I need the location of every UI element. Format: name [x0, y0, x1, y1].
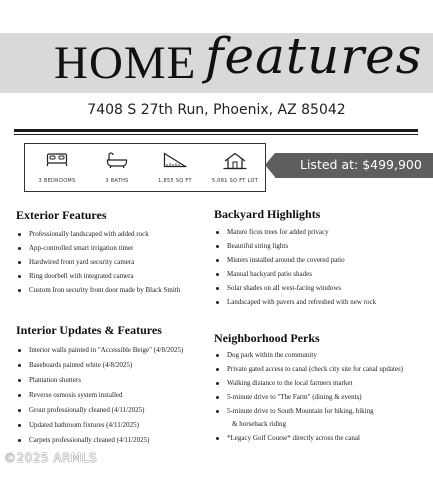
- list-item: Updated bathroom fixtures (4/11/2025): [16, 421, 183, 429]
- stat-lot-size: [205, 144, 265, 191]
- price-label: Listed at: $499,900: [300, 157, 422, 172]
- list-item: Beautiful string lights: [214, 242, 376, 250]
- list-item: 5-minute drive to South Mountain for hiking, biking: [214, 407, 403, 415]
- divider-thin: [14, 134, 418, 135]
- list-item: Ring doorbell with integrated camera: [16, 272, 180, 280]
- neighborhood-perks-heading: Neighborhood Perks: [214, 331, 320, 345]
- bullet: [18, 289, 21, 292]
- property-stats-box: [24, 143, 266, 192]
- stat-square-feet-label: 1,855 SQ FT: [158, 178, 192, 184]
- list-item: *Legacy Golf Course* directly across the canal: [214, 434, 403, 442]
- bullet: [18, 394, 21, 397]
- house-icon: [223, 152, 247, 170]
- list-item: Interior walls painted in "Accessible Beige" (4/8/2025): [16, 346, 183, 354]
- price-tag: [275, 153, 433, 178]
- backyard-highlights-list: [214, 228, 376, 306]
- title-home: HOME: [54, 37, 197, 89]
- bullet: [18, 409, 21, 412]
- list-item: Plantation shutters: [16, 376, 183, 384]
- bullet: [216, 368, 219, 371]
- bullet: [216, 273, 219, 276]
- list-item: Hardwired front yard security camera: [16, 258, 180, 266]
- bullet: [216, 396, 219, 399]
- bullet: [18, 275, 21, 278]
- bullet: [216, 382, 219, 385]
- interior-updates-heading: Interior Updates & Features: [16, 323, 162, 337]
- stat-bedrooms: [27, 144, 87, 191]
- bullet: [216, 354, 219, 357]
- list-item: App-controlled smart irrigation timer: [16, 244, 180, 252]
- copyright-watermark: ©2025 ARMLS: [4, 451, 98, 465]
- exterior-features-list: [16, 230, 180, 294]
- list-item: 5-minute drive to "The Farm" (dining & events): [214, 393, 403, 401]
- exterior-features-heading: Exterior Features: [16, 208, 107, 222]
- bullet: [18, 364, 21, 367]
- stat-baths: [87, 144, 147, 191]
- bullet: [18, 379, 21, 382]
- bullet: [216, 245, 219, 248]
- list-item: Walking distance to the local farmers market: [214, 379, 403, 387]
- bullet: [216, 437, 219, 440]
- bullet: [216, 301, 219, 304]
- property-address: 7408 S 27th Run, Phoenix, AZ 85042: [87, 102, 346, 118]
- list-item: Misters installed around the covered patio: [214, 256, 376, 264]
- list-item: Carpets professionally cleaned (4/11/2025): [16, 436, 183, 444]
- bullet: [18, 247, 21, 250]
- bathtub-icon: [106, 152, 128, 169]
- list-item: Reverse osmosis system installed: [16, 391, 183, 399]
- list-item: Grout professionally cleaned (4/11/2025): [16, 406, 183, 414]
- bullet: [216, 259, 219, 262]
- bullet: [216, 287, 219, 290]
- list-item: Private gated access to canal (check city site for canal updates): [214, 365, 403, 373]
- list-item: Mature ficus trees for added privacy: [214, 228, 376, 236]
- bullet: [18, 349, 21, 352]
- bullet: [18, 233, 21, 236]
- title-features-script: features: [205, 27, 423, 85]
- bullet: [18, 424, 21, 427]
- stat-baths-label: 3 BATHS: [105, 178, 129, 184]
- bullet: [216, 410, 219, 413]
- bed-icon: [46, 152, 68, 168]
- list-item: Manual backyard patio shades: [214, 270, 376, 278]
- list-item-continuation: & horseback riding: [232, 420, 287, 428]
- bullet: [18, 439, 21, 442]
- stat-square-feet: [145, 144, 205, 191]
- neighborhood-perks-list: [214, 351, 403, 442]
- backyard-highlights-heading: Backyard Highlights: [214, 207, 321, 221]
- interior-updates-list: [16, 346, 183, 444]
- ruler-icon: [163, 152, 187, 168]
- list-item: Professionally landscaped with added rock: [16, 230, 180, 238]
- divider-thick: [14, 129, 418, 132]
- stat-bedrooms-label: 3 BEDROOMS: [38, 178, 76, 184]
- list-item: Solar shades on all west-facing windows: [214, 284, 376, 292]
- list-item: Dog park within the community: [214, 351, 403, 359]
- list-item: Custom Iron security front door made by Black Smith: [16, 286, 180, 294]
- list-item: Baseboards painted white (4/8/2025): [16, 361, 183, 369]
- bullet: [18, 261, 21, 264]
- bullet: [216, 231, 219, 234]
- list-item: Landscaped with pavers and refreshed with new rock: [214, 298, 376, 306]
- stat-lot-size-label: 5,081 SQ FT LOT: [211, 178, 259, 184]
